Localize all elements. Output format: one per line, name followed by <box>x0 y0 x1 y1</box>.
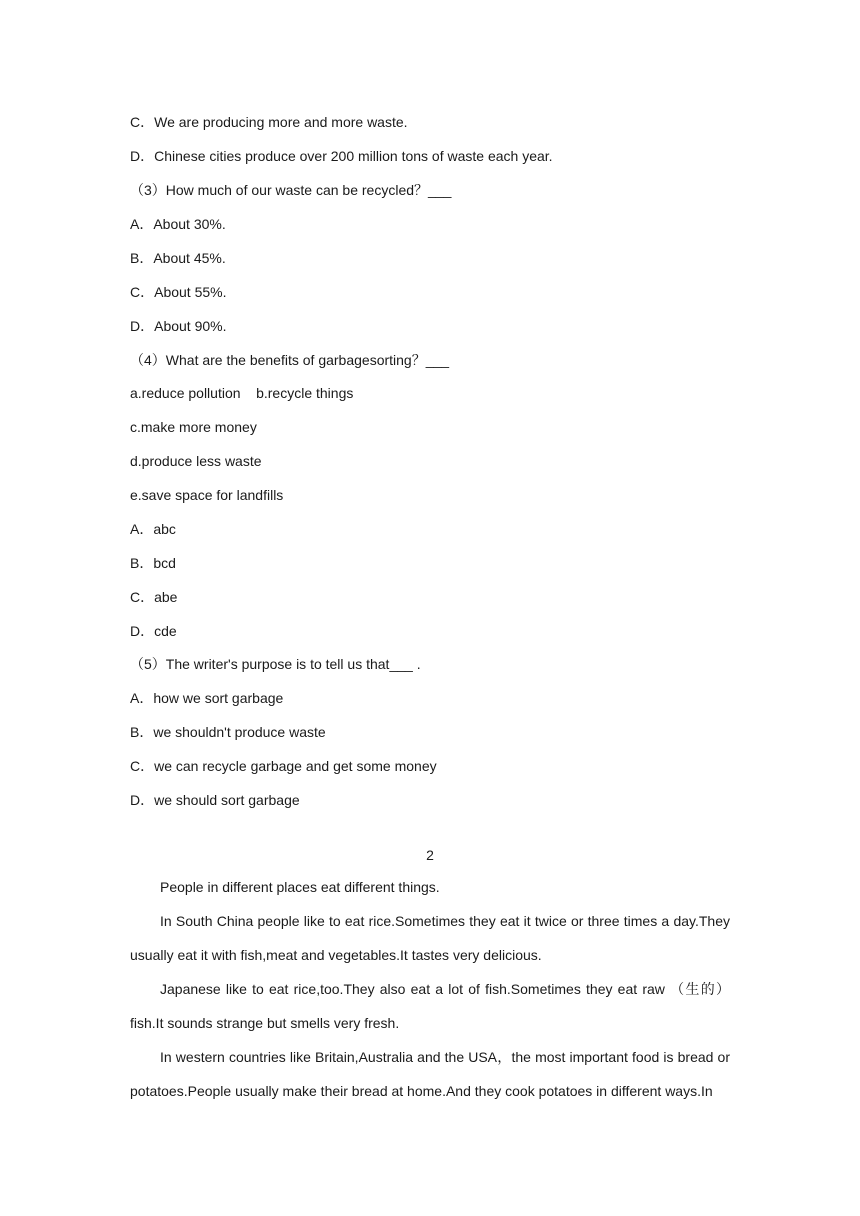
q4-option-c: C．abe <box>130 589 178 605</box>
q5-option-a: A．how we sort garbage <box>130 690 284 706</box>
q3-option-d: D．About 90%. <box>130 318 227 334</box>
q4-choice-e: e.save space for landfills <box>130 487 284 503</box>
q4-choice-d: d.produce less waste <box>130 453 262 469</box>
q4-option-d: D．cde <box>130 623 177 639</box>
q4-choice-ab: a.reduce pollution b.recycle things <box>130 385 354 401</box>
q4-option-b: B．bcd <box>130 555 176 571</box>
q3-option-c: C．About 55%. <box>130 284 227 300</box>
q3-option-b: B．About 45%. <box>130 250 226 266</box>
passage-number: 2 <box>426 847 434 863</box>
q5-stem: （5）The writer's purpose is to tell us that___ . <box>130 656 421 672</box>
q3-option-a: A．About 30%. <box>130 216 226 232</box>
passage-paragraph-2: In South China people like to eat rice.Sometimes they eat it twice or three times a day.They usually eat it with fish,meat and vegetables.It tastes very delicious. <box>130 913 730 963</box>
q2-option-d: D．Chinese cities produce over 200 million tons of waste each year. <box>130 148 553 164</box>
q4-choice-c: c.make more money <box>130 419 257 435</box>
q2-option-c: C．We are producing more and more waste. <box>130 114 408 130</box>
q4-stem: （4）What are the benefits of garbagesorting？___ <box>130 352 450 368</box>
q5-option-c: C．we can recycle garbage and get some money <box>130 758 437 774</box>
passage-paragraph-3: Japanese like to eat rice,too.They also eat a lot of fish.Sometimes they eat raw （生的） fish.It sounds strange but smells very fresh. <box>130 981 730 1031</box>
q3-stem: （3）How much of our waste can be recycled？___ <box>130 182 452 198</box>
passage-paragraph-4: In western countries like Britain,Australia and the USA，the most important food is bread or potatoes.People usually make their bread at home.And they cook potatoes in different ways.In <box>130 1049 730 1099</box>
q5-option-d: D．we should sort garbage <box>130 792 300 808</box>
passage-paragraph-1: People in different places eat different things. <box>160 879 440 895</box>
q4-option-a: A．abc <box>130 521 176 537</box>
q5-option-b: B．we shouldn't produce waste <box>130 724 326 740</box>
